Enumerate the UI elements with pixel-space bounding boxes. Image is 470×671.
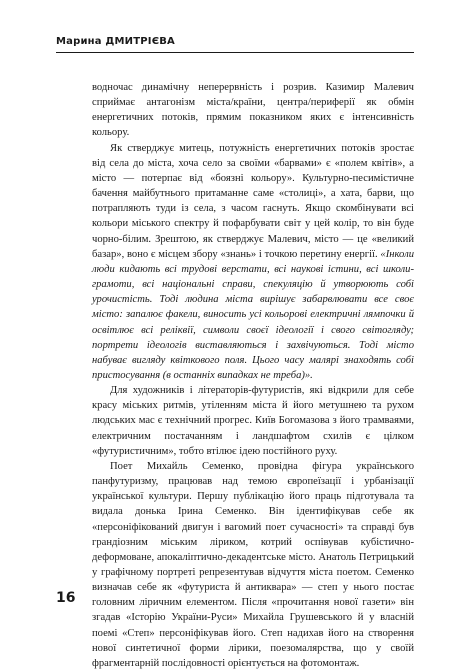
page-number: 16 (56, 590, 76, 606)
paragraph-1: водночас динамічну неперервність і розрив. Казимир Малевич сприймає антагонізм міста/країни, центра/периферії як обмін енергетичних потоків, прямим показником яких є інтенсивність кольору. (92, 82, 414, 139)
header-rule (56, 52, 414, 53)
paragraph-3: Для художників і літераторів-футуристів, які відкрили для себе красу міських ритмів, утіленням міста й його метушнею та рухом людських мас є технічний прогрес. Київ Богомазова з його трамваями, електричним постачанням і ландшафтом схилів є цілком «футуристичним», тобто втілює ідею постійного руху. (92, 385, 414, 457)
body-text (92, 80, 414, 671)
paragraph-4: Поет Михайль Семенко, провідна фігура українського панфутуризму, працював над темою європеїзації і урбанізації української культури. Першу публікацію його праць підготувала та видала донька Ірина Семенко. Він ідентифікував себе як «персоніфікований двигун і вагомий поет сучасності» та справді був грандіозним міським ліриком, котрий оспівував кубістично-деформоване, апокаліптично-декадентське місто. Анатоль Петрицький у графічному портреті репрезентував відчуття міста поетом. Семенко визначав себе як «футуриста й антиквара» — степ у нього постає головним ліричним елементом. Після «прочитання нової газети» він згадав «Історію України-Руси» Михайла Грушевського й у власній поемі «Степ» персоніфікував його. Степ надихав його на створення нової синтетичної форми лірики, поезомалярства, що у своїй фрагментарній послідовності орієнтується на фотомонтаж. (92, 460, 414, 669)
paragraph-2 (92, 141, 414, 384)
paragraph-2-text: Як стверджує митець, потужність енергетичних потоків зростає від села до міста, хоча село за своїми «барвами» є «полем квітів», а місто — потерпає від «боязні кольору». Культурно-песимістичне бачення майбутнього притаманне саме «столиці», а хата, барви, що потрапляють туди із села, з часом гаснуть. Якщо скомбінувати всі кольори міського спектру й пофарбувати світ у цей колір, то він буде чорно-білим. Зрештою, як стверджує Малевич, місто — це «великий базар», воно є місцем збору «знань» і точкою перетину енергії. (92, 142, 414, 260)
running-header: Марина ДМИТРІЄВА (56, 36, 176, 47)
malevich-quote: «Інколи люди кидають всі трудові верстати, всі наукові істини, всі школи-грамоти, всі національні справи, спекуляцію й утворюють собі урочистість. Тоді людина міста вирішує забарвлювати все своє місто: запалює факели, виносить усі кольорові електричні лямпочки й освітлює всі реліквії, символи своєї ідеології і свого світогляду; портрети ідеологів виставляються і захвічуються. Тоді місто набуває вигляду квіткового поля. Цього часу малярі знаходять собі пристосування (в останніх випадках не треба)». (92, 248, 414, 381)
